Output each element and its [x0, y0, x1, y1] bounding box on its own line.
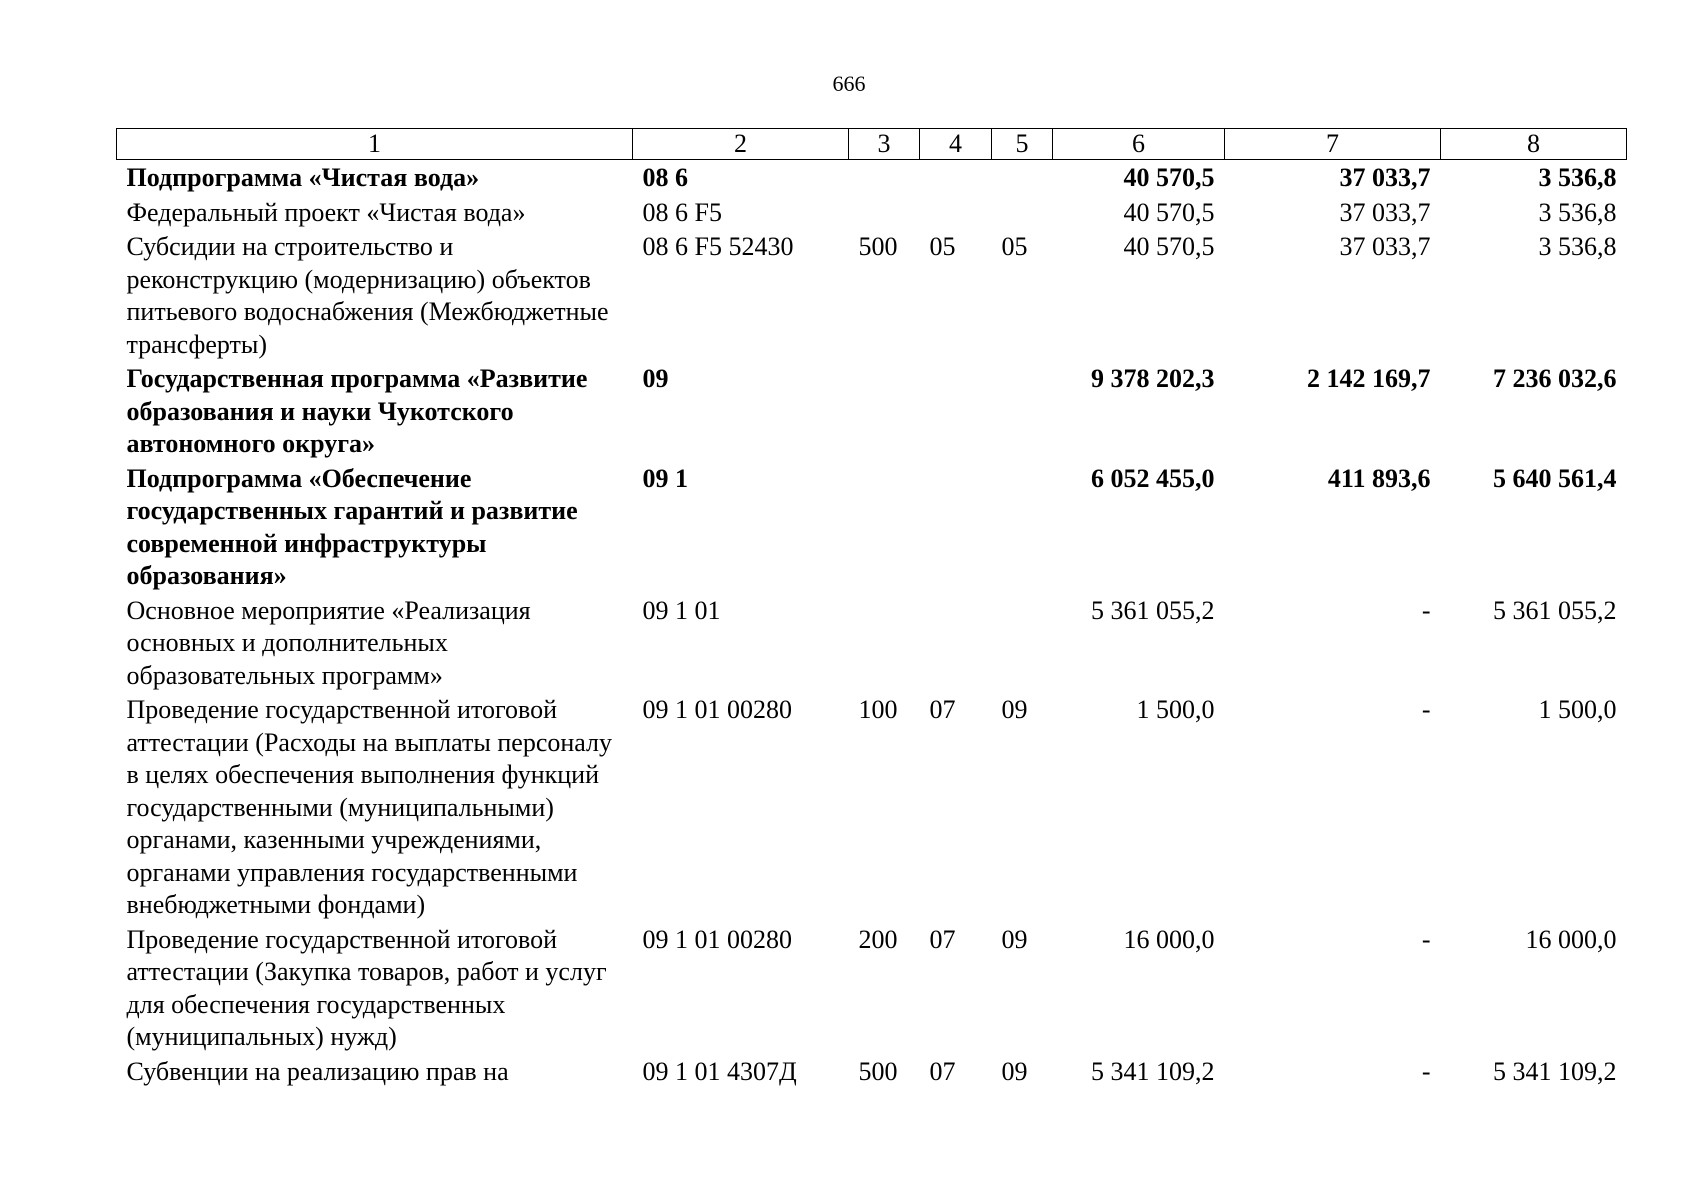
row-col-6: 40 570,5: [1123, 163, 1215, 192]
row-name: Проведение государственной итоговой аттестации (Расходы на выплаты персоналу в целях обеспечения выполнения функций государственными (муниципальными) органами, казенными учреждениями, органами управления государственными внебюджетными фондами): [126, 695, 613, 919]
table-row: [117, 1054, 1627, 1089]
row-col-5: [992, 195, 1053, 230]
table-header: [117, 129, 1627, 160]
row-col-5: [992, 461, 1053, 593]
row-code: 08 6 F5 52430: [642, 232, 794, 261]
row-name: Основное мероприятие «Реализация основных и дополнительных образовательных программ»: [126, 595, 531, 690]
row-col-4: 05: [929, 232, 956, 261]
row-name: Государственная программа «Развитие образования и науки Чукотского автономного округа»: [126, 364, 588, 458]
header-col-2: 2: [633, 129, 849, 160]
table-row: [117, 593, 1627, 693]
row-col-8: 16 000,0: [1525, 924, 1617, 954]
row-code: 08 6 F5: [642, 197, 722, 227]
row-col-6: 40 570,5: [1123, 197, 1215, 227]
row-col-5: 05: [1001, 232, 1028, 261]
row-col-8: 5 341 109,2: [1493, 1056, 1617, 1086]
row-col-7: -: [1421, 924, 1431, 954]
row-col-5: 09: [1001, 1056, 1028, 1086]
row-col-7: -: [1421, 1056, 1431, 1086]
row-name: Подпрограмма «Чистая вода»: [126, 163, 480, 192]
row-name: Проведение государственной итоговой аттестации (Закупка товаров, работ и услуг для обеспечения государственных (муниципальных) нужд): [126, 924, 607, 1051]
row-col-7: 411 893,6: [1327, 463, 1431, 493]
row-col-8: 5 640 561,4: [1493, 463, 1617, 493]
row-col-4: 07: [929, 695, 956, 724]
row-col-8: 7 236 032,6: [1493, 364, 1617, 393]
table-row: [117, 922, 1627, 1054]
row-col-4: [920, 160, 992, 195]
row-col-7: 37 033,7: [1339, 197, 1431, 227]
row-col-3: [849, 461, 920, 593]
header-col-3: 3: [849, 129, 920, 160]
header-col-8: 8: [1441, 129, 1627, 160]
row-col-3: 500: [858, 232, 898, 261]
page-number: 666: [832, 71, 866, 96]
row-code: 09 1 01 4307Д: [642, 1056, 797, 1086]
budget-table: [116, 128, 1627, 1088]
row-col-6: 9 378 202,3: [1091, 364, 1215, 393]
row-col-7: -: [1421, 695, 1431, 724]
row-col-3: [849, 361, 920, 461]
table-row: [117, 692, 1627, 922]
row-col-3: 200: [858, 924, 898, 954]
row-code: 09 1 01: [642, 595, 721, 625]
header-col-7: 7: [1225, 129, 1441, 160]
row-name: Подпрограмма «Обеспечение государственных гарантий и развитие современной инфраструктуры образования»: [126, 463, 578, 590]
header-col-5: 5: [992, 129, 1053, 160]
row-col-3: 100: [858, 695, 898, 724]
header-col-6: 6: [1053, 129, 1225, 160]
row-col-7: 37 033,7: [1339, 163, 1431, 192]
table-row: [117, 461, 1627, 593]
row-col-8: 5 361 055,2: [1493, 595, 1617, 625]
table-row: [117, 160, 1627, 195]
row-name: Субвенции на реализацию прав на: [126, 1056, 509, 1086]
row-col-8: 1 500,0: [1538, 695, 1617, 724]
row-col-3: [849, 195, 920, 230]
row-col-8: 3 536,8: [1538, 163, 1617, 192]
row-col-6: 16 000,0: [1123, 924, 1215, 954]
row-col-6: 5 361 055,2: [1091, 595, 1215, 625]
row-col-7: -: [1421, 595, 1431, 625]
table-row: [117, 361, 1627, 461]
row-col-3: [849, 160, 920, 195]
row-col-4: [920, 593, 992, 693]
header-col-1: 1: [117, 129, 633, 160]
row-code: 09: [642, 364, 669, 393]
row-col-5: [992, 593, 1053, 693]
row-col-4: 07: [929, 924, 956, 954]
row-col-5: 09: [1001, 924, 1028, 954]
row-code: 09 1 01 00280: [642, 695, 792, 724]
header-row: [117, 129, 1627, 160]
row-col-8: 3 536,8: [1538, 197, 1617, 227]
table-body: [117, 160, 1627, 1089]
row-col-5: 09: [1001, 695, 1028, 724]
row-col-4: [920, 461, 992, 593]
row-name: Федеральный проект «Чистая вода»: [126, 197, 526, 227]
row-col-5: [992, 361, 1053, 461]
row-col-6: 5 341 109,2: [1091, 1056, 1215, 1086]
row-code: 08 6: [642, 163, 688, 192]
row-code: 09 1: [642, 463, 688, 493]
table-row: [117, 229, 1627, 361]
header-col-4: 4: [920, 129, 992, 160]
row-col-7: 2 142 169,7: [1307, 364, 1431, 393]
row-col-3: [849, 593, 920, 693]
row-col-5: [992, 160, 1053, 195]
table-row: [117, 195, 1627, 230]
row-col-4: [920, 361, 992, 461]
row-col-6: 40 570,5: [1123, 232, 1215, 261]
row-col-4: [920, 195, 992, 230]
row-name: Субсидии на строительство и реконструкцию (модернизацию) объектов питьевого водоснабжения (Межбюджетные трансферты): [126, 232, 609, 359]
row-col-3: 500: [858, 1056, 898, 1086]
row-col-4: 07: [929, 1056, 956, 1086]
row-col-8: 3 536,8: [1538, 232, 1617, 261]
row-code: 09 1 01 00280: [642, 924, 792, 954]
row-col-6: 6 052 455,0: [1091, 463, 1215, 493]
row-col-6: 1 500,0: [1136, 695, 1215, 724]
row-col-7: 37 033,7: [1339, 232, 1431, 261]
